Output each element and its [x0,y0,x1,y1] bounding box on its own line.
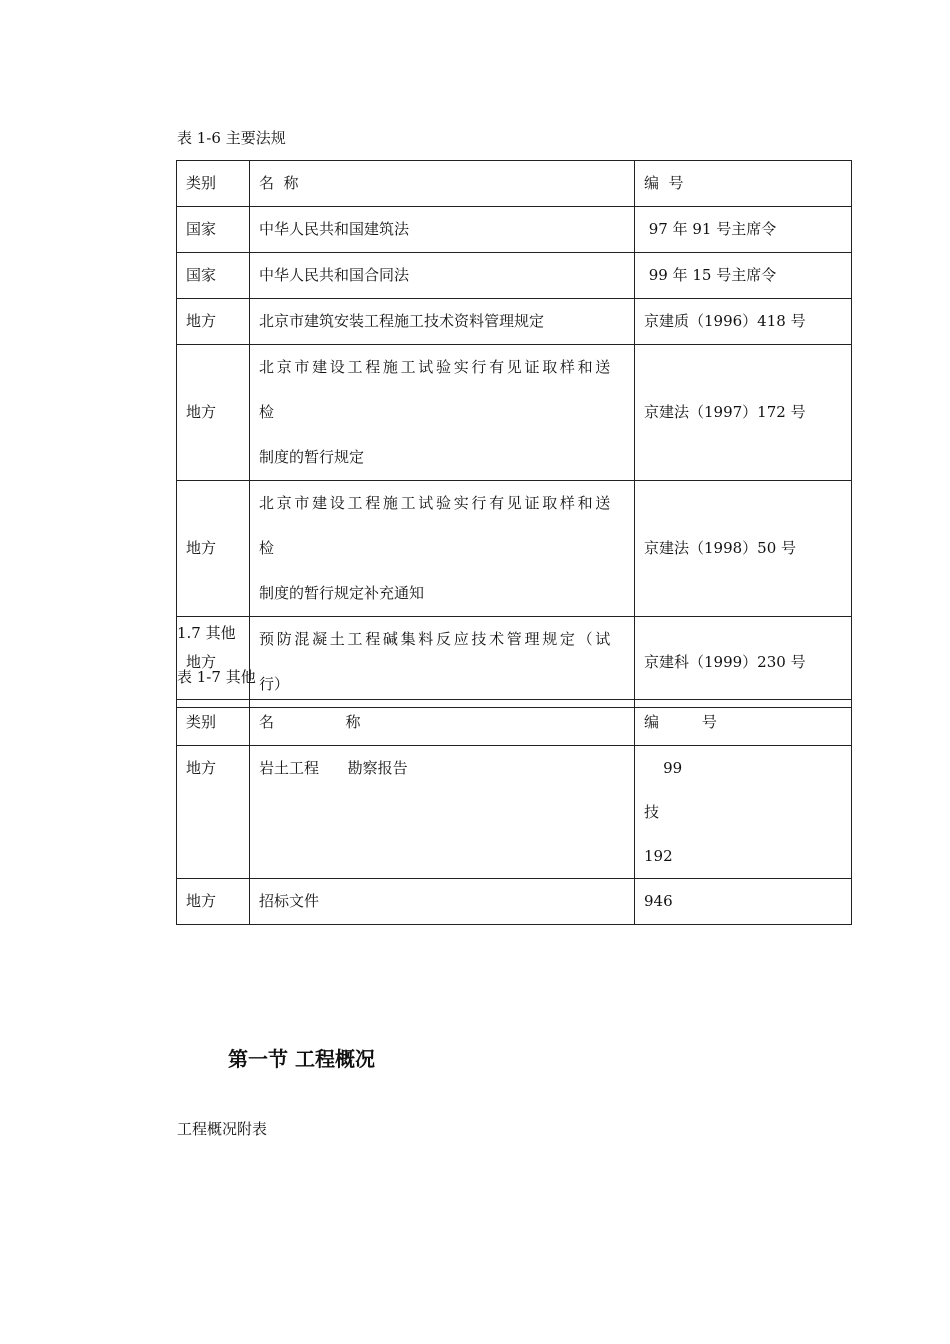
row-number-line: 技 [644,803,660,821]
table-row [177,746,852,879]
table-1-7-caption: 表 1-7 其他 [177,668,256,686]
row-name-line: 北京市建设工程施工试验实行有见证取样和送检 [259,358,614,421]
row-number-line: 99 [644,759,683,777]
table-1-7-other [176,699,852,925]
table-row [177,879,852,925]
row-category: 国家 [177,253,250,299]
appendix-caption: 工程概况附表 [177,1120,268,1138]
header-name: 名 称 [250,161,635,207]
section-title: 第一节 工程概况 [228,1047,375,1071]
row-category: 地方 [177,299,250,345]
table-row [177,299,852,345]
row-name: 岩土工程 勘察报告 [250,746,635,879]
row-number: 京建法（1997）172 号 [635,345,852,481]
row-name-line: 制度的暂行规定补充通知 [259,584,425,602]
header-name: 名 称 [250,700,635,746]
section-1-7-heading: 1.7 其他 [177,624,236,642]
row-name-line: 预防混凝土工程碱集料反应技术管理规定（试 [259,630,614,648]
table-row [177,345,852,481]
row-name-line: 制度的暂行规定 [259,448,365,466]
table-row [177,207,852,253]
header-category: 类别 [177,161,250,207]
row-number-line: 192 [644,847,673,865]
header-number: 编 号 [635,700,852,746]
table-row [177,253,852,299]
row-name: 中华人民共和国合同法 [250,253,635,299]
row-category: 地方 [177,345,250,481]
table-1-6-main-regulations [176,160,852,708]
row-name: 中华人民共和国建筑法 [250,207,635,253]
row-category: 地方 [177,617,250,708]
table-header-row [177,700,852,746]
row-name-line: 北京市建设工程施工试验实行有见证取样和送检 [259,494,614,557]
row-category: 地方 [177,481,250,617]
row-number: 946 [635,879,852,925]
row-number: 97 年 91 号主席令 [635,207,852,253]
row-name: 招标文件 [250,879,635,925]
header-number: 编 号 [635,161,852,207]
row-name: 北京市建筑安装工程施工技术资料管理规定 [250,299,635,345]
header-category: 类别 [177,700,250,746]
row-number: 京建科（1999）230 号 [635,617,852,708]
row-name [250,617,635,708]
table-row [177,617,852,708]
row-category: 地方 [177,879,250,925]
row-category: 地方 [177,746,250,879]
row-number: 京建质（1996）418 号 [635,299,852,345]
table-row [177,481,852,617]
row-name [250,481,635,617]
row-category: 国家 [177,207,250,253]
row-name-line: 行） [259,675,290,693]
row-number: 99 年 15 号主席令 [635,253,852,299]
row-name [250,345,635,481]
table-1-6-caption: 表 1-6 主要法规 [177,129,286,147]
row-number [635,746,852,879]
row-number: 京建法（1998）50 号 [635,481,852,617]
table-header-row [177,161,852,207]
